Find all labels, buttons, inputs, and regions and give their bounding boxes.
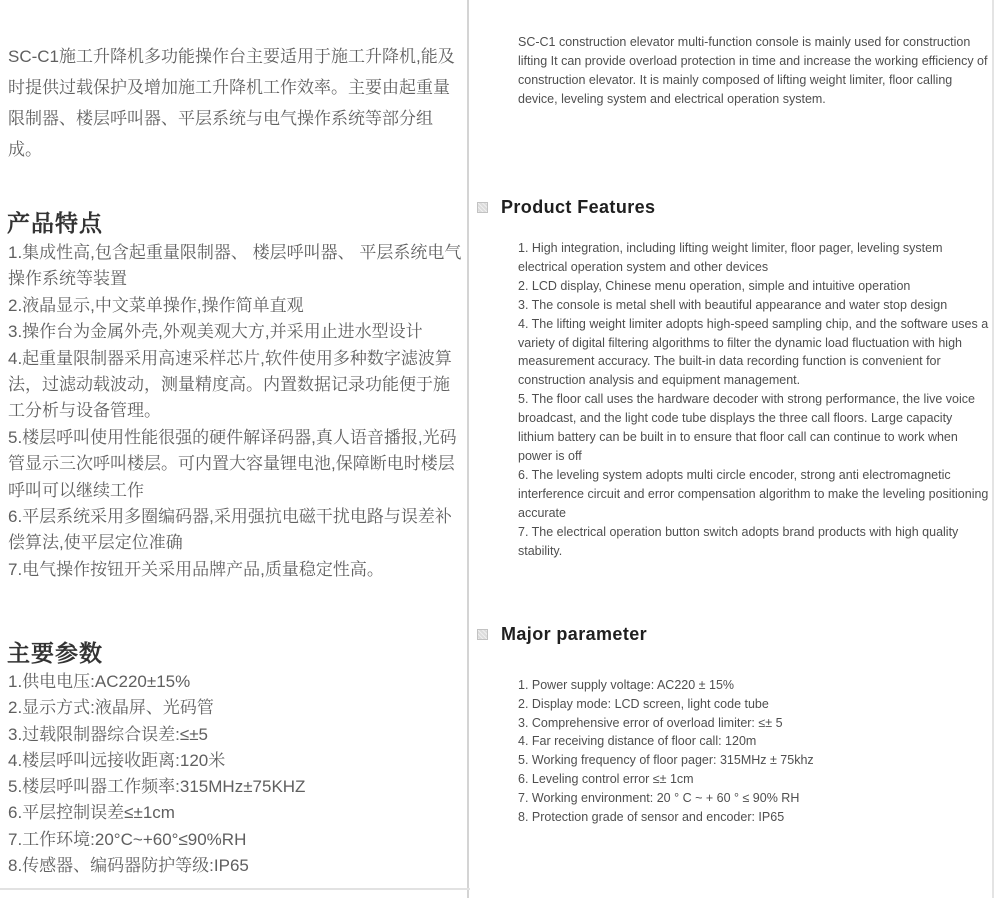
feature-item-en: 6. The leveling system adopts multi circle encoder, strong anti electromagnetic interference circuit and error compensation algorithm to make the leveling positioning accurate	[518, 467, 989, 520]
feature-item-en: 5. The floor call uses the hardware decoder with strong performance, the live voice broadcast, and the light code tube displays the three call floors. Large capacity lithium battery can be built in to ensure that floor call can continue to work when power is off	[518, 392, 975, 463]
param-item-en: 8. Protection grade of sensor and encoder: IP65	[518, 809, 785, 824]
feature-item-zh: 1.集成性高,包含起重量限制器、 楼层呼叫器、 平层系统电气操作系统等装置	[8, 243, 462, 289]
params-heading-en: Major parameter	[501, 624, 648, 644]
param-item-zh: 1.供电电压:AC220±15%	[8, 672, 191, 691]
intro-paragraph-en: SC-C1 construction elevator multi-function console is mainly used for construction lifting It can provide overload protection in time and increase the working efficiency of construction elevator. It is mainly composed of lifting weight limiter, floor calling device, leveling system and electrical operation system.	[518, 34, 988, 106]
feature-item-en: 2. LCD display, Chinese menu operation, simple and intuitive operation	[518, 278, 911, 293]
param-item-en: 4. Far receiving distance of floor call: 120m	[518, 734, 757, 749]
param-item-en: 2. Display mode: LCD screen, light code tube	[518, 696, 769, 711]
params-heading-zh: 主要参数	[7, 640, 103, 667]
param-item-zh: 8.传感器、编码器防护等级:IP65	[8, 856, 249, 876]
feature-item-zh: 6.平层系统采用多圈编码器,采用强抗电磁干扰电路与误差补偿算法,使平层定位准确	[8, 507, 452, 553]
param-item-en: 5. Working frequency of floor pager: 315MHz ± 75khz	[518, 753, 814, 768]
params-list-en	[518, 676, 990, 826]
features-list-en	[518, 239, 990, 560]
param-item-zh: 6.平层控制误差≤±1cm	[8, 803, 175, 823]
param-item-en: 1. Power supply voltage: AC220 ± 15%	[518, 678, 735, 692]
feature-item-en: 4. The lifting weight limiter adopts high-speed sampling chip, and the software uses a variety of digital filtering algorithms to filter the dynamic load fluctuation with high measurement accuracy. The built-in data recording function is convenient for construction analysis and equipment management.	[518, 316, 989, 388]
param-item-zh: 4.楼层呼叫远接收距离:120米	[8, 750, 226, 770]
feature-item-zh: 3.操作台为金属外壳,外观美观大方,并采用止进水型设计	[8, 322, 423, 342]
param-item-en: 3. Comprehensive error of overload limiter: ≤± 5	[518, 715, 783, 730]
param-item-zh: 2.显示方式:液晶屏、光码管	[8, 698, 214, 718]
param-item-zh: 7.工作环境:20°C~+60°≤90%RH	[8, 829, 247, 849]
feature-item-zh: 2.液晶显示,中文菜单操作,操作简单直观	[8, 295, 304, 315]
features-heading-zh: 产品特点	[7, 210, 103, 237]
feature-item-zh: 7.电气操作按钮开关采用品牌产品,质量稳定性高。	[8, 559, 384, 579]
vertical-divider	[467, 0, 469, 898]
param-item-en: 6. Leveling control error ≤± 1cm	[518, 771, 694, 786]
feature-item-en: 1. High integration, including lifting weight limiter, floor pager, leveling system electrical operation system and other devices	[518, 241, 943, 274]
feature-item-zh: 5.楼层呼叫使用性能很强的硬件解译码器,真人语音播报,光码管显示三次呼叫楼层。可内置大容量锂电池,保障断电时楼层呼叫可以继续工作	[8, 427, 457, 500]
feature-item-en: 3. The console is metal shell with beautiful appearance and water stop design	[518, 297, 948, 312]
features-list-zh	[8, 240, 462, 583]
feature-item-en: 7. The electrical operation button switch adopts brand products with high quality stability.	[518, 524, 959, 558]
param-item-en: 7. Working environment: 20 ° C ~ + 60 ° ≤ 90% RH	[518, 790, 800, 805]
square-bullet-icon	[477, 629, 488, 640]
right-edge-divider	[992, 0, 994, 898]
params-heading-row-en	[477, 624, 647, 645]
feature-item-zh: 4.起重量限制器采用高速采样芯片,软件使用多种数字滤波算法，过滤动载波动，测量精度高。内置数据记录功能便于施工分析与设备管理。	[8, 348, 452, 421]
features-heading-row-en	[477, 197, 655, 218]
param-item-zh: 3.过载限制器综合误差:≤±5	[8, 724, 209, 744]
square-bullet-icon	[477, 202, 488, 213]
intro-paragraph-zh: SC-C1施工升降机多功能操作台主要适用于施工升降机,能及时提供过载保护及增加施工升降机工作效率。主要由起重量限制器、楼层呼叫器、平层系统与电气操作系统等部分组成。	[8, 47, 455, 159]
param-item-zh: 5.楼层呼叫器工作频率:315MHz±75KHZ	[8, 777, 306, 797]
features-heading-en: Product Features	[501, 197, 656, 217]
params-list-zh	[8, 669, 462, 879]
bottom-divider	[0, 888, 470, 890]
